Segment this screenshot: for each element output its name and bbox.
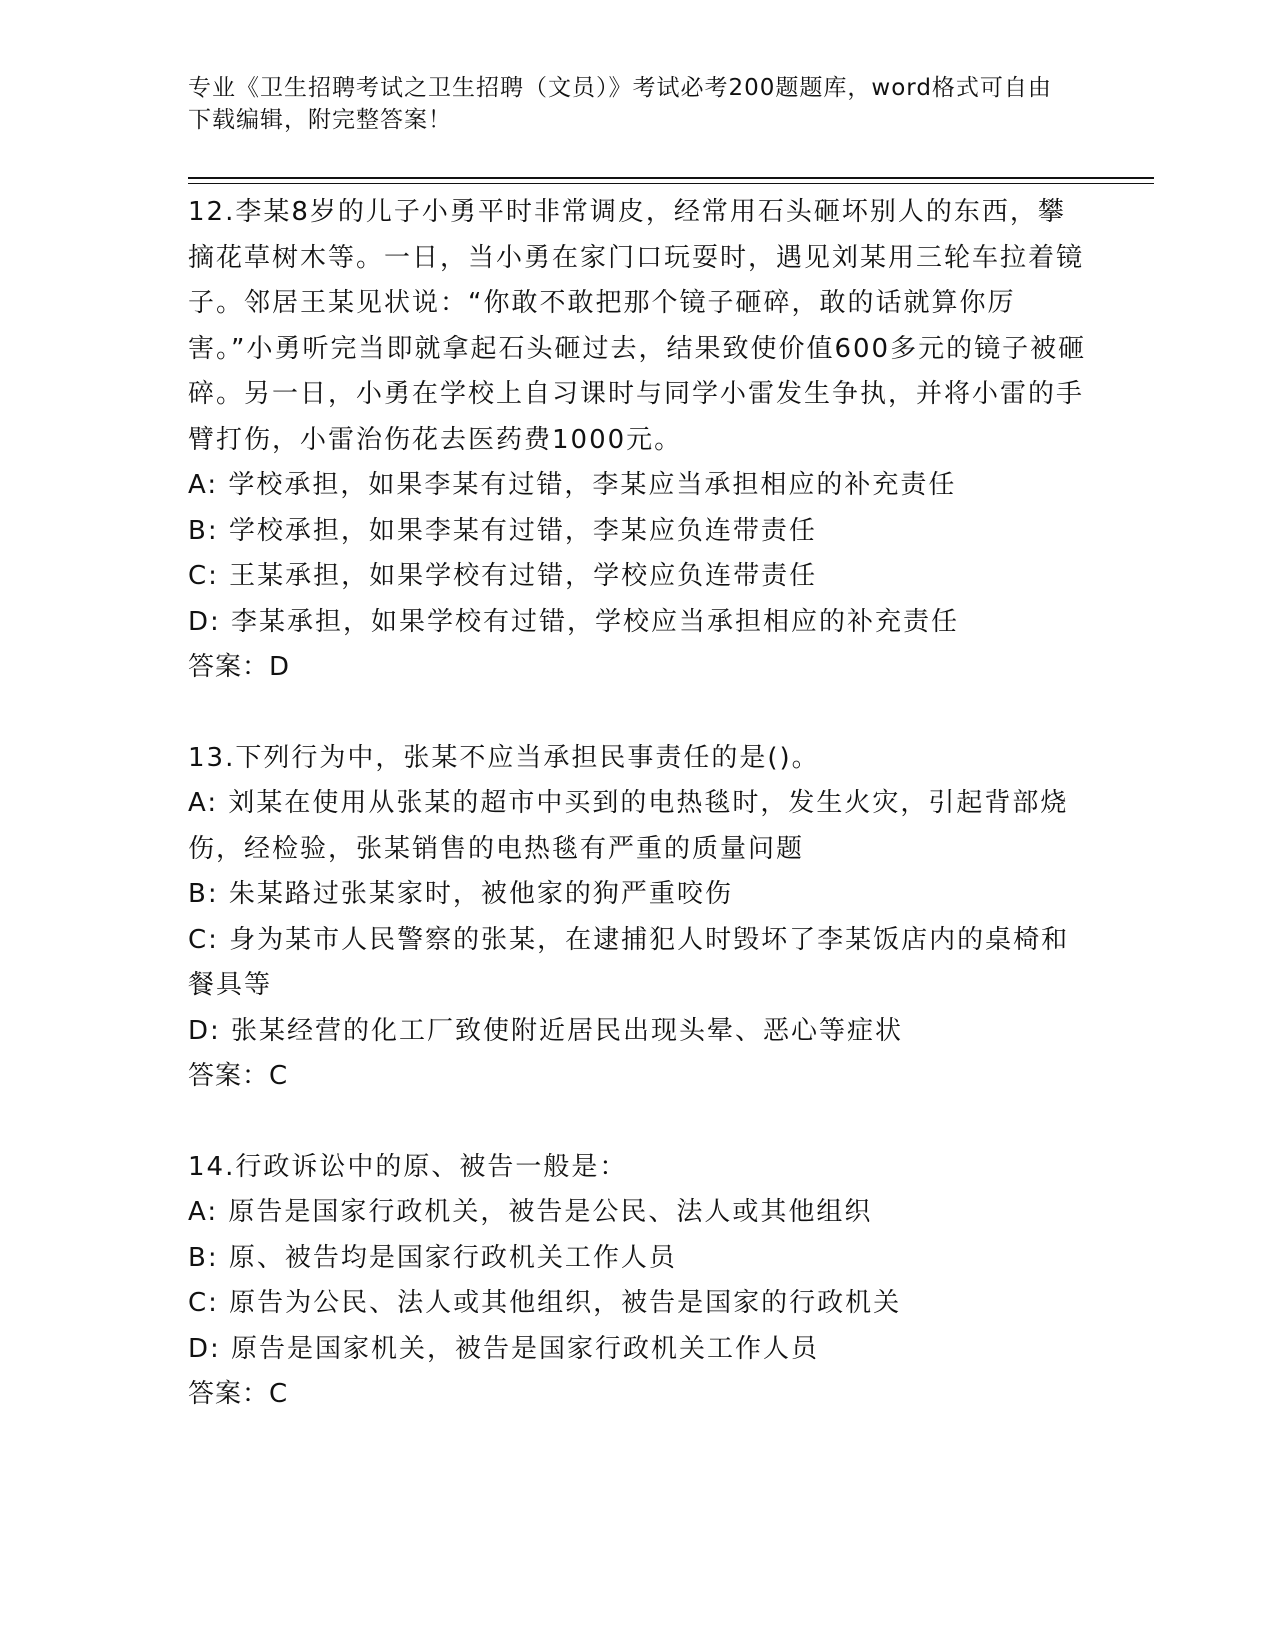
- option-b: B: 原、被告均是国家行政机关工作人员: [188, 1242, 677, 1273]
- option-d: D: 张某经营的化工厂致使附近居民出现头晕、恶心等症状: [188, 1015, 904, 1046]
- option-b: B: 学校承担，如果李某有过错，李某应负连带责任: [188, 515, 817, 546]
- question-13: [188, 736, 1088, 1100]
- question-stem: 13.下列行为中，张某不应当承担民事责任的是()。: [188, 742, 820, 773]
- option-d: D: 原告是国家机关，被告是国家行政机关工作人员: [188, 1333, 820, 1364]
- document-header: 专业《卫生招聘考试之卫生招聘（文员）》考试必考200题题库，word格式可自由下载编辑，附完整答案！: [188, 75, 1052, 133]
- question-stem: 14.行政诉讼中的原、被告一般是：: [188, 1151, 628, 1182]
- header-divider-thin: [188, 183, 1154, 184]
- option-c: C: 原告为公民、法人或其他组织，被告是国家的行政机关: [188, 1288, 902, 1318]
- answer-line: 答案：C: [188, 1379, 289, 1409]
- question-stem: 12.李某8岁的儿子小勇平时非常调皮，经常用石头砸坏别人的东西，攀摘花草树木等。一日，当小勇在家门口玩耍时，遇见刘某用三轮车拉着镜子。邻居王某见状说：“你敢不敢把那个镜子砸碎，敢的话就算你厉害。”小勇听完当即就拿起石头砸过去，结果致使价值600多元的镜子被砸碎。另一日，小勇在学校上自习课时与同学小雷发生争执，并将小雷的手臂打伤，小雷治伤花去医药费1000元。: [188, 197, 1087, 455]
- option-c: C: 身为某市人民警察的张某，在逮捕犯人时毁坏了李某饭店内的桌椅和餐具等: [188, 924, 1070, 1000]
- option-c: C: 王某承担，如果学校有过错，学校应负连带责任: [188, 561, 818, 591]
- option-b: B: 朱某路过张某家时，被他家的狗严重咬伤: [188, 879, 733, 909]
- option-d: D: 李某承担，如果学校有过错，学校应当承担相应的补充责任: [188, 606, 960, 637]
- question-12: [188, 190, 1088, 691]
- answer-line: 答案：C: [188, 1061, 289, 1091]
- question-list: [188, 190, 1088, 1463]
- option-a: A: 学校承担，如果李某有过错，李某应当承担相应的补充责任: [188, 470, 957, 500]
- answer-line: 答案：D: [188, 652, 291, 682]
- header-divider-thick: [188, 177, 1154, 179]
- question-14: [188, 1145, 1088, 1418]
- option-a: A: 原告是国家行政机关，被告是公民、法人或其他组织: [188, 1197, 873, 1227]
- option-a: A: 刘某在使用从张某的超市中买到的电热毯时，发生火灾，引起背部烧伤，经检验，张某销售的电热毯有严重的质量问题: [188, 788, 1069, 864]
